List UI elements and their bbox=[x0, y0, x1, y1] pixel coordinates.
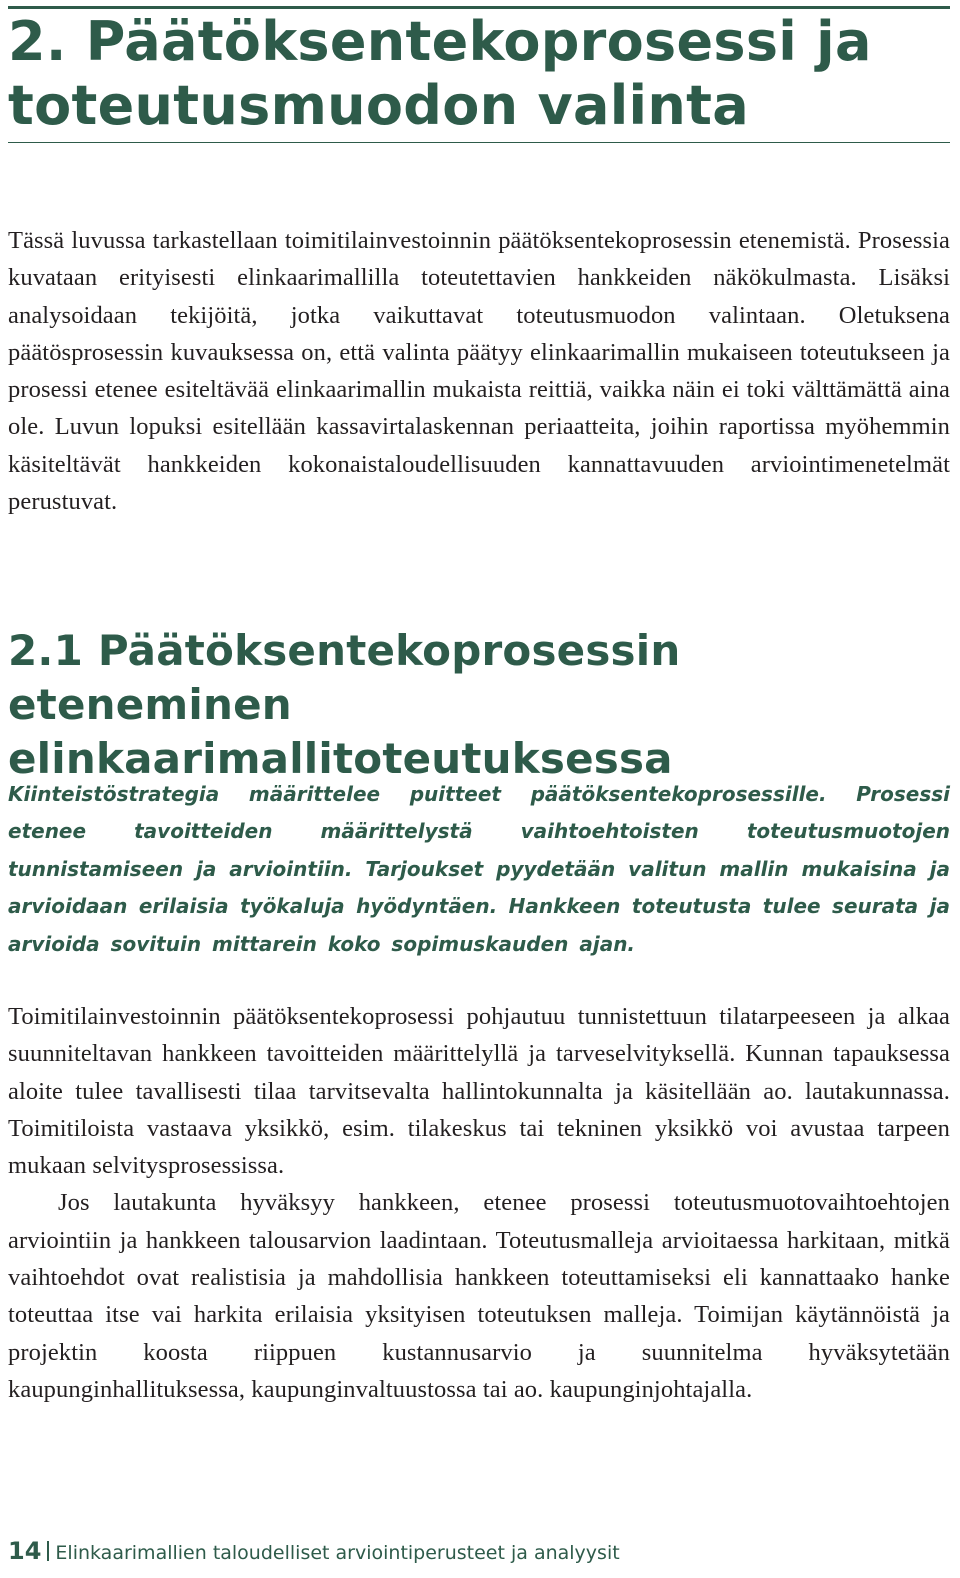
section-title: 2.1 Päätöksentekoprosessin eteneminen elinkaarimallitoteutuksessa bbox=[8, 626, 681, 783]
body-paragraph-2: Jos lautakunta hyväksyy hankkeen, etenee prosessi toteutusmuotovaihtoehtojen arviointiin ja hankkeen talousarvion laadintaan. Toteutusmalleja arvioitaessa harkitaan, mitkä vaihtoehdot ovat realistisia ja mahdollisia hankkeen toteuttamiseksi eli kannattaako hanke toteuttaa itse vai harkita erilaisia yksityisen toteutuksen malleja. Toimijan käytännöistä ja projektin koosta riippuen kustannusarvio ja suunnitelma hyväksytetään kaupunginhallituksessa, kaupunginvaltuustossa tai ao. kaupunginjohtajalla. bbox=[8, 1189, 950, 1403]
title-underline-rule bbox=[8, 142, 950, 143]
page-number: 14 bbox=[8, 1537, 42, 1565]
document-page bbox=[8, 0, 950, 1578]
top-rule bbox=[8, 6, 950, 9]
chapter-title: 2. Päätöksentekoprosessi ja toteutusmuodon valinta bbox=[8, 10, 872, 137]
section-body bbox=[8, 998, 950, 1408]
intro-paragraph: Tässä luvussa tarkastellaan toimitilainvestoinnin päätöksentekoprosessin etenemistä. Prosessia kuvataan erityisesti elinkaarimallilla toteutettavien hankkeiden näkökulmasta. Lisäksi analysoidaan tekijöitä, jotka vaikuttavat toteutusmuodon valintaan. Oletuksena päätösprosessin kuvauksessa on, että valinta päätyy elinkaarimallin mukaiseen toteutukseen ja prosessi etenee esiteltävää elinkaarimallin mukaista reittiä, vaikka näin ei toki välttämättä aina ole. Luvun lopuksi esitellään kassavirtalaskennan periaatteita, joihin raportissa myöhemmin käsiteltävät hankkeiden kokonaistaloudellisuuden kannattavuuden arviointimenetelmät perustuvat. bbox=[8, 227, 950, 516]
body-paragraph-1: Toimitilainvestoinnin päätöksentekoprosessi pohjautuu tunnistettuun tilatarpeeseen ja alkaa suunniteltavan hankkeen tavoitteiden määrittelyllä ja tarveselvityksellä. Kunnan tapauksessa aloite tulee tavallisesti tilaa tarvitsevalta hallintokunnalta ja käsitellään ao. lautakunnassa. Toimitiloista vastaava yksikkö, esim. tilakeskus tai tekninen yksikkö voi avustaa tarpeen mukaan selvitysprosessissa. bbox=[8, 1003, 950, 1180]
page-footer bbox=[8, 1536, 950, 1566]
footer-separator bbox=[47, 1541, 49, 1561]
running-title: Elinkaarimallien taloudelliset arviointiperusteet ja analyysit bbox=[55, 1542, 620, 1564]
section-lead-paragraph: Kiinteistöstrategia määrittelee puitteet päätöksentekoprosessille. Prosessi etenee tavoitteiden määrittelystä vaihtoehtoisten toteutusmuotojen tunnistamiseen ja arviointiin. Tarjoukset pyydetään valitun mallin mukaisina ja arvioidaan erilaisia työkaluja hyödyntäen. Hankkeen toteutusta tulee seurata ja arvioida sovituin mittarein koko sopimuskauden ajan. bbox=[8, 782, 950, 956]
